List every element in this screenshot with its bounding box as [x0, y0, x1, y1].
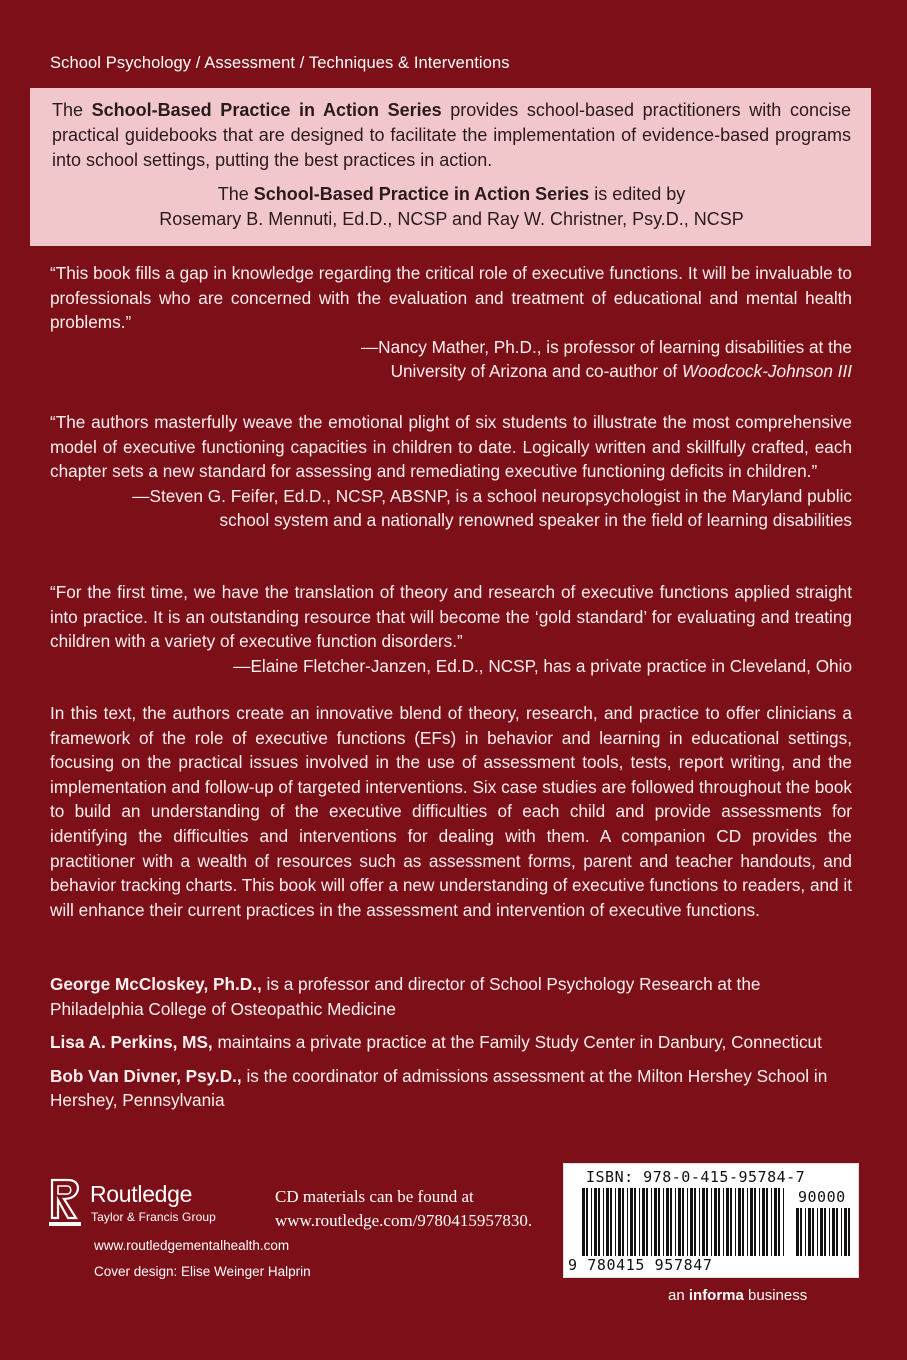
barcode-bar: [642, 1188, 645, 1256]
barcode-bar: [694, 1188, 696, 1256]
barcode-bar: [666, 1188, 669, 1256]
barcode-bar: [808, 1208, 811, 1256]
quote-attribution: —Steven G. Feifer, Ed.D., NCSP, ABSNP, is a school neuropsychologist in the Maryland public school system and a nationally renowned speaker in the field of learning disabilities: [132, 485, 852, 531]
barcode-bar: [630, 1188, 633, 1256]
quote-attribution: —Nancy Mather, Ph.D., is professor of learning disabilities at the University of Arizona and co-author of Woodcock-Johnson III: [360, 336, 852, 382]
barcode-bar: [805, 1208, 806, 1256]
barcode-bar: [824, 1208, 826, 1256]
author-bios: [50, 972, 852, 1122]
barcode-bar: [651, 1188, 652, 1256]
barcode-bar: [682, 1188, 684, 1256]
series-description: The School-Based Practice in Action Series provides school-based practitioners with concise practical guidebooks that are designed to facilitate the implementation of evidence-based programs into school settings, putting the best practices in action.: [52, 100, 851, 170]
barcode-bar: [820, 1208, 823, 1256]
barcode-bar: [606, 1188, 609, 1256]
isbn-label: ISBN: 978-0-415-95784-7: [586, 1168, 806, 1186]
barcode-bar: [586, 1188, 588, 1256]
barcode-bar: [759, 1188, 760, 1256]
barcode-bar: [714, 1188, 717, 1256]
publisher-group: Taylor & Francis Group: [91, 1210, 216, 1224]
barcode-bar: [639, 1188, 640, 1256]
barcode-bar: [836, 1208, 838, 1256]
author-bio: Lisa A. Perkins, MS, maintains a private practice at the Family Study Center in Danbury, Connecticut: [50, 1032, 822, 1053]
author-name: George McCloskey, Ph.D.,: [50, 974, 262, 994]
quote-2: [50, 410, 852, 533]
barcode-bar: [738, 1188, 741, 1256]
barcode-bar: [618, 1188, 621, 1256]
barcode-bar: [771, 1188, 772, 1256]
barcode-bar: [634, 1188, 636, 1256]
cd-materials-note: CD materials can be found at www.routledge.com/9780415957830.: [275, 1187, 533, 1230]
isbn-barcode-box: [563, 1163, 859, 1278]
barcode-bar: [841, 1208, 842, 1256]
barcode-bar: [812, 1208, 814, 1256]
publisher-name: Routledge: [90, 1181, 193, 1207]
series-name-2: School-Based Practice in Action Series: [253, 184, 590, 204]
barcode-bar: [603, 1188, 604, 1256]
barcode-bar: [750, 1188, 753, 1256]
quote-1: [50, 261, 852, 384]
barcode-bar: [718, 1188, 720, 1256]
barcode-bar: [726, 1188, 729, 1256]
barcode-bar: [848, 1208, 850, 1256]
barcode-bar: [796, 1208, 799, 1256]
barcode-bar: [663, 1188, 664, 1256]
barcode-bar: [678, 1188, 681, 1256]
series-editors: The School-Based Practice in Action Series is edited by Rosemary B. Mennuti, Ed.D., NCSP and Ray W. Christner, Psy.D., NCSP: [159, 184, 744, 229]
barcode-bar: [646, 1188, 648, 1256]
series-name: School-Based Practice in Action Series: [91, 100, 442, 120]
barcode-bar: [699, 1188, 700, 1256]
informa-tagline: an informa business: [668, 1287, 808, 1304]
price-code: 90000: [798, 1188, 846, 1206]
barcode-bar: [675, 1188, 676, 1256]
barcode-bar: [783, 1188, 784, 1256]
author-bio: Bob Van Divner, Psy.D., is the coordinator of admissions assessment at the Milton Hershey School in Hershey, Pennsylvania: [50, 1065, 828, 1111]
barcode-bar: [735, 1188, 736, 1256]
author-name: Lisa A. Perkins, MS,: [50, 1032, 213, 1053]
barcode-bar: [832, 1208, 835, 1256]
barcode-bar: [670, 1188, 672, 1256]
barcode-bar: [800, 1208, 802, 1256]
barcode-bar: [762, 1188, 765, 1256]
barcode-bar: [730, 1188, 732, 1256]
category-line: School Psychology / Assessment / Techniques & Interventions: [50, 54, 510, 72]
cover-design-credit: Cover design: Elise Weinger Halprin: [94, 1264, 311, 1279]
series-box: [30, 88, 871, 246]
barcode-bar: [591, 1188, 592, 1256]
quote-3: [50, 580, 852, 678]
quote-text: “This book fills a gap in knowledge regarding the critical role of executive functions. It will be invaluable to professionals who are concerned with the evaluation and treatment of educational and mental health problems.”: [50, 263, 852, 333]
barcode-bar: [702, 1188, 705, 1256]
barcode-bar: [610, 1188, 612, 1256]
ean-barcode: [582, 1188, 787, 1256]
quote-attribution: —Elaine Fletcher-Janzen, Ed.D., NCSP, has a private practice in Cleveland, Ohio: [233, 655, 852, 676]
barcode-bar: [622, 1188, 624, 1256]
barcode-bar: [844, 1208, 847, 1256]
barcode-bar: [654, 1188, 657, 1256]
routledge-r-logo-icon: [48, 1178, 82, 1228]
barcode-bar: [594, 1188, 597, 1256]
barcode-bar: [742, 1188, 744, 1256]
barcode-bar: [817, 1208, 818, 1256]
price-barcode: [796, 1208, 852, 1256]
barcode-bar: [687, 1188, 688, 1256]
book-description: In this text, the authors create an innovative blend of theory, research, and practice to offer clinicians a framework of the role of executive functions (EFs) in behavior and learning in educational settings, focusing on the practical issues involved in the use of assessment tools, tests, report writing, and the implementation and follow-up of targeted interventions. Six case studies are followed throughout the book to build an understanding of the executive difficulties of each child and provide assessments for identifying the difficulties and interventions for dealing with them. A companion CD provides the practitioner with a wealth of resources such as assessment forms, parent and teacher handouts, and behavior tracking charts. This book will offer a new understanding of executive functions to readers, and it will enhance their current practices in the assessment and intervention of executive functions.: [50, 703, 852, 920]
barcode-bar: [615, 1188, 616, 1256]
barcode-bar: [658, 1188, 660, 1256]
ean-digits: 9 780415 957847: [568, 1256, 713, 1274]
barcode-bar: [747, 1188, 748, 1256]
publisher-logo: [48, 1178, 248, 1230]
website-link[interactable]: www.routledgementalhealth.com: [94, 1238, 290, 1253]
barcode-bar: [723, 1188, 724, 1256]
barcode-bar: [582, 1188, 585, 1256]
quote-text: “For the first time, we have the translation of theory and research of executive functions applied straight into practice. It is an outstanding resource that will become the ‘gold standard’ for evaluating and treating children with a variety of executive function disorders.”: [50, 582, 852, 652]
author-bio: George McCloskey, Ph.D., is a professor and director of School Psychology Research at the Philadelphia College of Osteopathic Medicine: [50, 974, 761, 1019]
barcode-bar: [706, 1188, 708, 1256]
barcode-bar: [766, 1188, 768, 1256]
cd-materials-url[interactable]: www.routledge.com/9780415957830.: [275, 1211, 533, 1230]
author-name: Bob Van Divner, Psy.D.,: [50, 1065, 242, 1086]
quote-text: “The authors masterfully weave the emotional plight of six students to illustrate the most comprehensive model of executive functioning capacities in children to date. Logically written and skillfully crafted, each chapter sets a new standard for assessing and remediating executive functioning deficits in children.”: [50, 412, 852, 482]
barcode-bar: [774, 1188, 777, 1256]
barcode-bar: [829, 1208, 830, 1256]
barcode-bar: [598, 1188, 600, 1256]
barcode-bar: [754, 1188, 756, 1256]
barcode-bar: [778, 1188, 780, 1256]
barcode-bar: [711, 1188, 712, 1256]
barcode-bar: [627, 1188, 628, 1256]
barcode-bar: [690, 1188, 693, 1256]
